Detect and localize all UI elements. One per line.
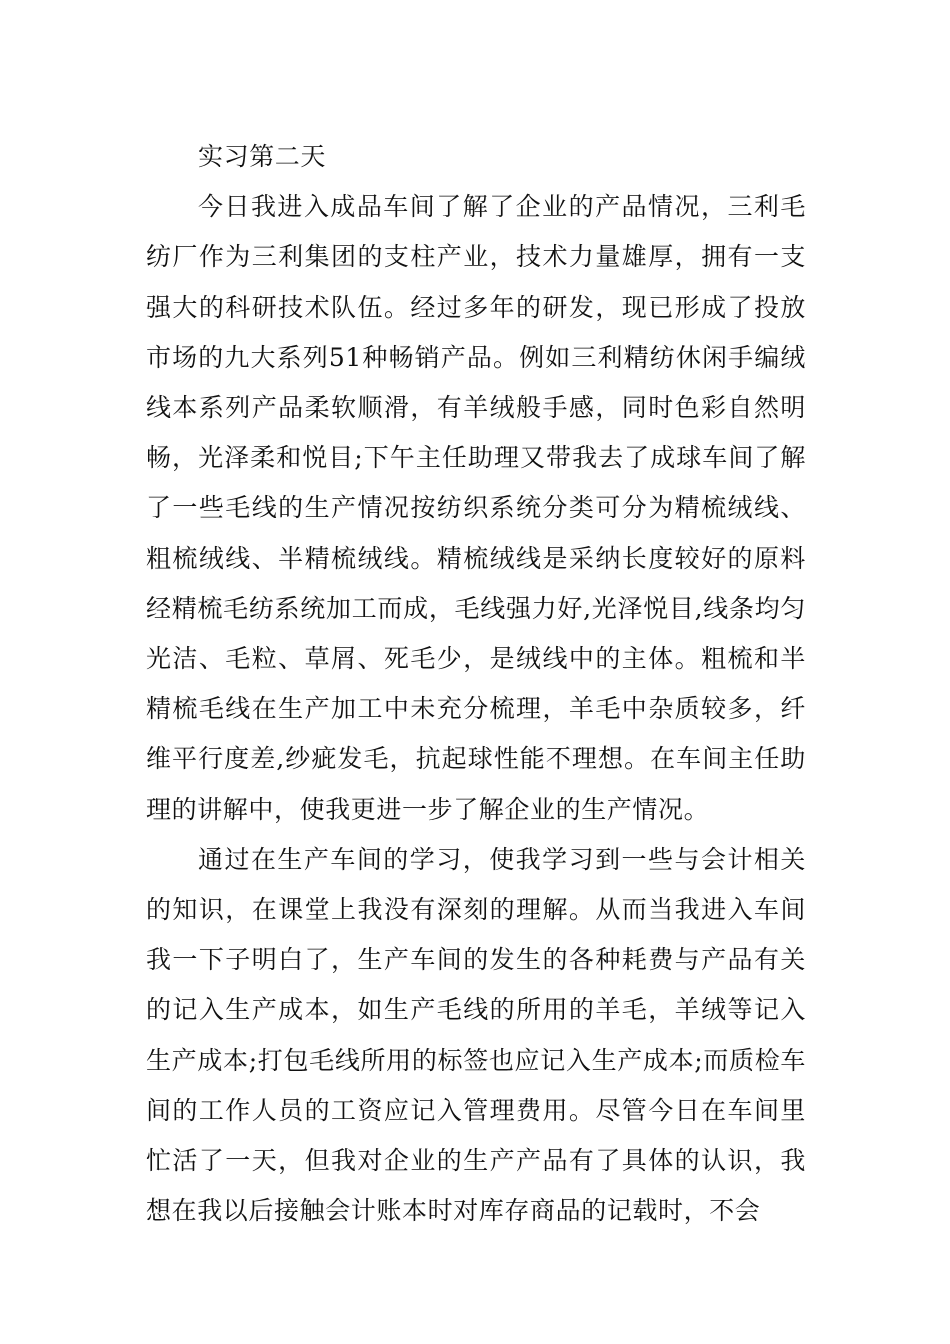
paragraph-product-visit: 今日我进入成品车间了解了企业的产品情况，三利毛纺厂作为三利集团的支柱产业，技术力量雄厚，拥有一支强大的科研技术队伍。经过多年的研发，现已形成了投放市场的九大系列51种畅销产品。例如三利精纺休闲手编绒线本系列产品柔软顺滑，有羊绒般手感，同时色彩自然明畅，光泽柔和悦目;下午主任助理又带我去了成球车间了解了一些毛线的生产情况按纺织系统分类可分为精梳绒线、粗梳绒线、半精梳绒线。精梳绒线是采纳长度较好的原料经精梳毛纺系统加工而成，毛线强力好,光泽悦目,线条均匀光洁、毛粒、草屑、死毛少，是绒线中的主体。粗梳和半精梳毛线在生产加工中未充分梳理，羊毛中杂质较多，纤维平行度差,纱疵发毛，抗起球性能不理想。在车间主任助理的讲解中，使我更进一步了解企业的生产情况。 bbox=[146, 192, 806, 824]
document-title: 实习第二天 bbox=[198, 142, 327, 171]
paragraph-accounting-learning: 通过在生产车间的学习，使我学习到一些与会计相关的知识，在课堂上我没有深刻的理解。从而当我进入车间我一下子明白了，生产车间的发生的各种耗费与产品有关的记入生产成本，如生产毛线的所用的羊毛，羊绒等记入生产成本;打包毛线所用的标签也应记入生产成本;而质检车间的工作人员的工资应记入管理费用。尽管今日在车间里忙活了一天，但我对企业的生产产品有了具体的认识，我想在我以后接触会计账本时对库存商品的记载时，不会 bbox=[146, 844, 806, 1226]
document-page bbox=[146, 132, 806, 1236]
